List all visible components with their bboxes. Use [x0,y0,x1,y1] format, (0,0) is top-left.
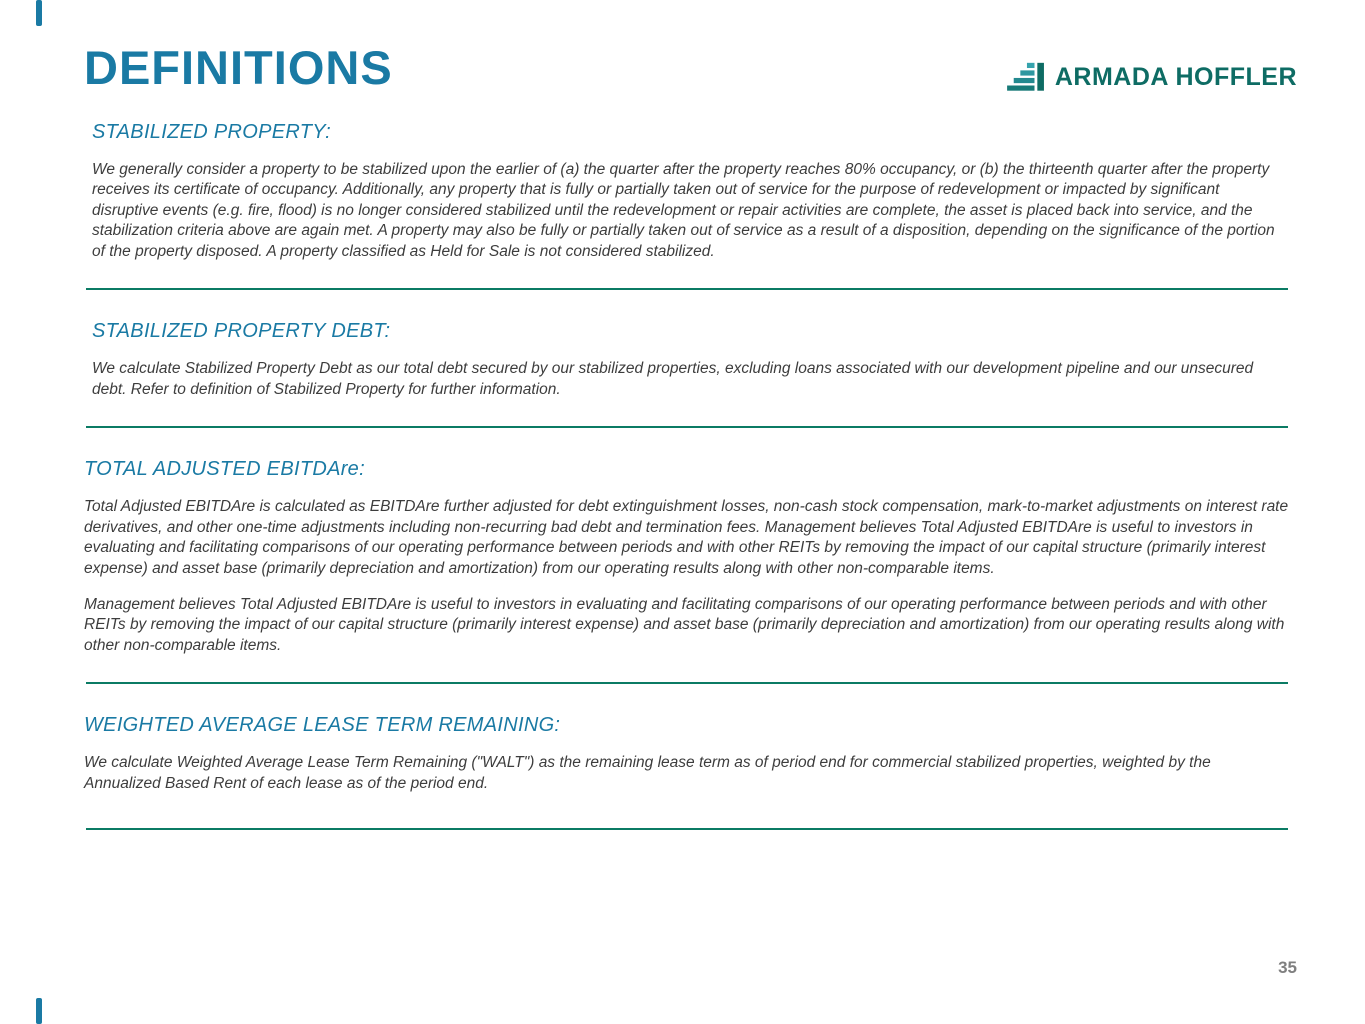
corner-accent-top [36,0,42,26]
section-heading-total-adjusted-ebitdare: TOTAL ADJUSTED EBITDAre: [84,458,365,481]
definitions-list [0,95,1365,830]
section-divider [86,828,1288,830]
section-heading-stabilized-property: STABILIZED PROPERTY: [92,121,332,143]
section-heading-stabilized-property-debt: STABILIZED PROPERTY DEBT: [92,320,391,343]
company-logo [1005,60,1297,94]
definition-weighted-average-lease-term [84,714,1290,794]
section-paragraph: We calculate Weighted Average Lease Term Remaining ("WALT") as the remaining lease term as of period end for commercial stabilized properties, weighted by the Annualized Based Rent of each lease as of the period end. [84,754,1211,792]
section-paragraph: Total Adjusted EBITDAre is calculated as EBITDAre further adjusted for debt extinguishment losses, non-cash stock compensation, mark-to-market adjustments on interest rate derivatives, and other one-time adjustments including non-recurring bad debt and termination fees. Management believes Total Adjusted EBITDAre is useful to investors in evaluating and facilitating comparisons of our operating performance between periods and with other REITs by removing the impact of our capital structure (primarily interest expense) and asset base (primarily depreciation and amortization) from our operating results along with other non-comparable items. [84,498,1289,577]
header [0,0,1365,95]
definition-stabilized-property [84,121,1290,262]
armada-hoffler-logo-icon [1005,60,1047,94]
section-divider [86,426,1288,428]
section-heading-weighted-average-lease-term: WEIGHTED AVERAGE LEASE TERM REMAINING: [84,714,561,737]
section-divider [86,288,1288,290]
section-paragraph: We calculate Stabilized Property Debt as our total debt secured by our stabilized properties, excluding loans associated with our development pipeline and our unsecured debt. Refer to definition of Stabilized Property for further information. [92,360,1254,398]
corner-accent-bottom [36,998,42,1024]
section-paragraph: Management believes Total Adjusted EBITDAre is useful to investors in evaluating and facilitating comparisons of our operating performance between periods and with other REITs by removing the impact of our capital structure (primarily interest expense) and asset base (primarily depreciation and amortization) from our operating results along with other non-comparable items. [84,595,1285,654]
definition-stabilized-property-debt [84,320,1290,400]
logo-text: ARMADA HOFFLER [1054,62,1297,91]
page-title: DEFINITIONS [84,41,393,94]
definition-total-adjusted-ebitdare [84,458,1290,656]
page-number: 35 [1278,958,1297,977]
section-divider [86,682,1288,684]
section-paragraph: We generally consider a property to be stabilized upon the earlier of (a) the quarter after the property reaches 80% occupancy, or (b) the thirteenth quarter after the property receives its certificate of occupancy. Additionally, any property that is fully or partially taken out of service for the purpose of redevelopment or impacted by significant disruptive events (e.g. fire, flood) is no longer considered stabilized until the redevelopment or repair activities are complete, the asset is placed back into service, and the stabilization criteria above are again met. A property may also be fully or partially taken out of service as a result of a disposition, depending on the significance of the portion of the property disposed. A property classified as Held for Sale is not considered stabilized. [92,161,1275,260]
